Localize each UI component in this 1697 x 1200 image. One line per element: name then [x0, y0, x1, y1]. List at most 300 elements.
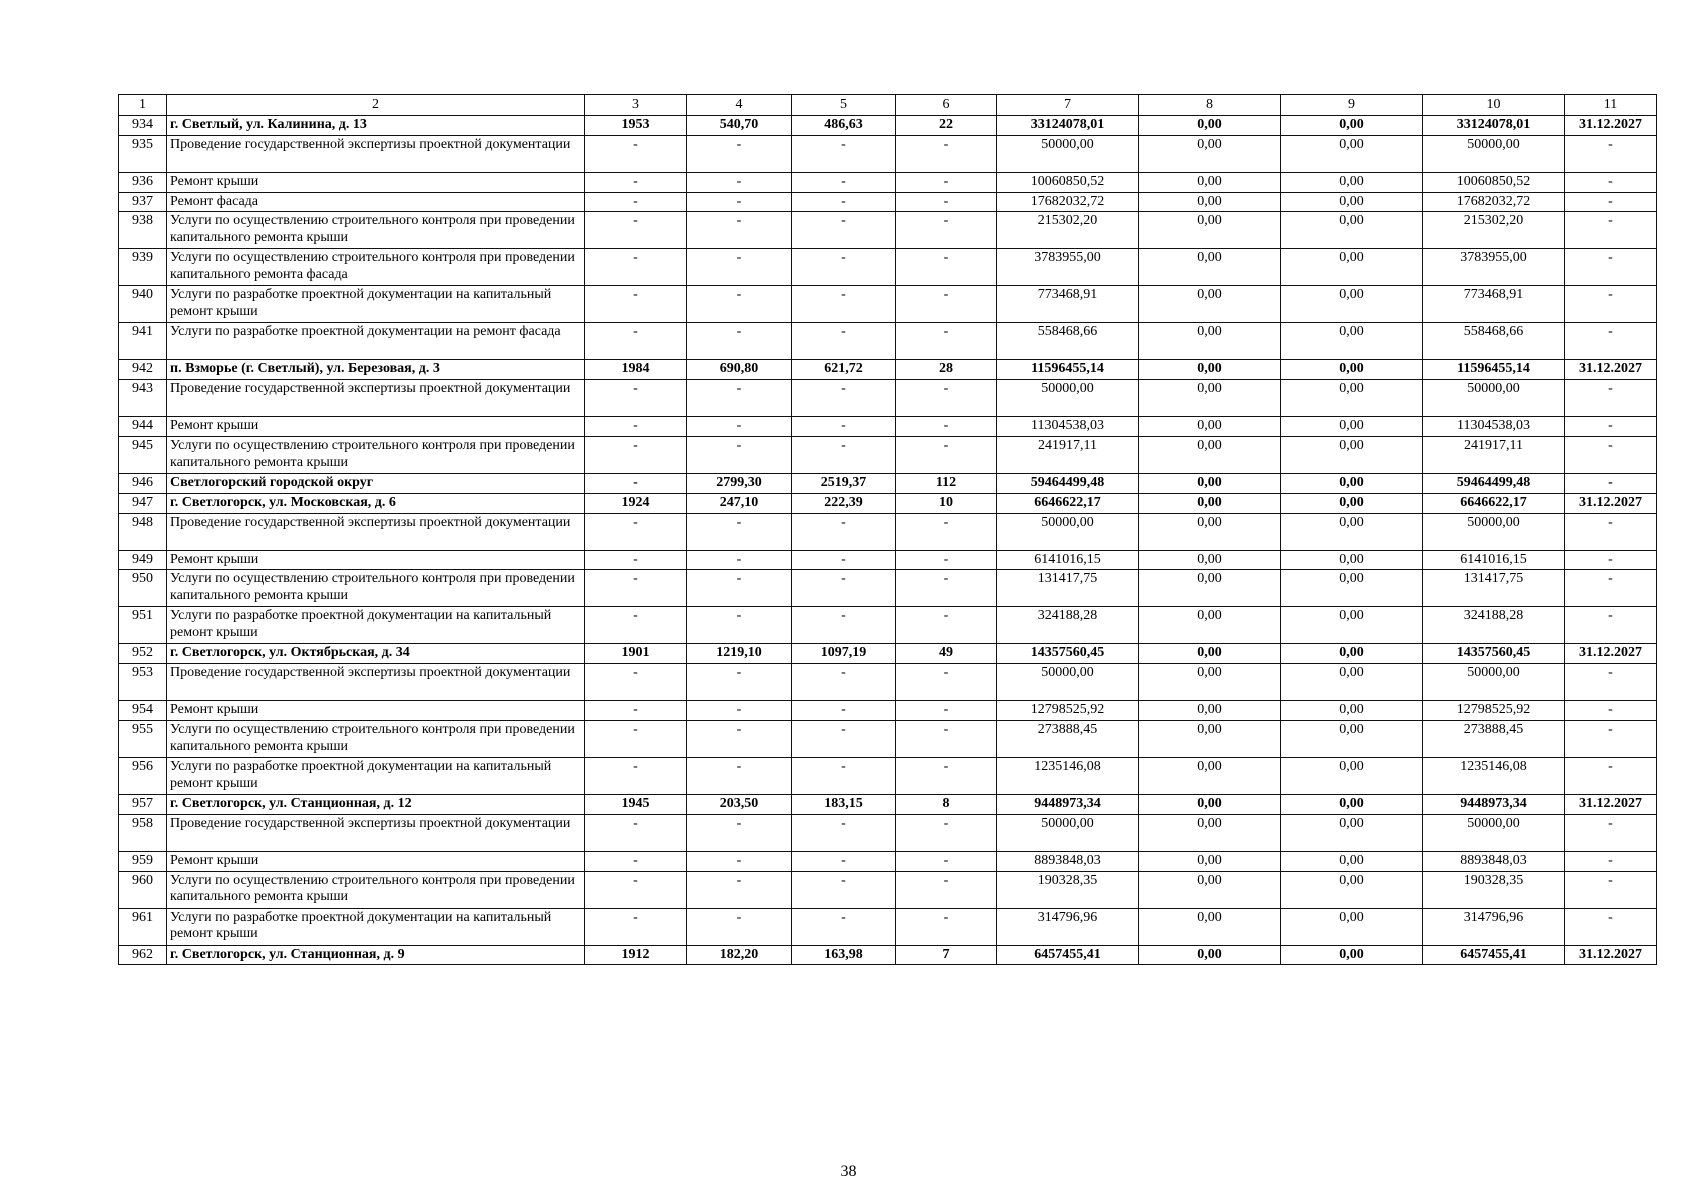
residents-cell: 7 [896, 945, 997, 965]
total-cost-cell: 558468,66 [997, 323, 1139, 360]
residents-cell: - [896, 323, 997, 360]
other-cost-cell: 0,00 [1281, 664, 1423, 701]
work-name-cell: Ремонт крыши [167, 172, 585, 192]
fund-cost-cell: 0,00 [1139, 473, 1281, 493]
table-row-address [119, 116, 1657, 136]
deadline-cell: - [1565, 473, 1657, 493]
table-row-work [119, 249, 1657, 286]
deadline-cell: - [1565, 664, 1657, 701]
table-row-work [119, 380, 1657, 417]
row-number-cell: 948 [119, 513, 167, 550]
other-cost-cell: 0,00 [1281, 644, 1423, 664]
work-name-cell: Услуги по осуществлению строительного контроля при проведении капитального ремонта крыши [167, 570, 585, 607]
table-row-work [119, 757, 1657, 794]
row-number-cell: 951 [119, 607, 167, 644]
year-cell: - [585, 513, 687, 550]
deadline-cell: - [1565, 323, 1657, 360]
column-header: 2 [167, 95, 585, 116]
other-cost-cell: 0,00 [1281, 417, 1423, 437]
deadline-cell: - [1565, 286, 1657, 323]
area-total-cell: - [687, 664, 792, 701]
other-cost-cell: 0,00 [1281, 550, 1423, 570]
area-living-cell: - [792, 550, 896, 570]
row-number-cell: 934 [119, 116, 167, 136]
area-total-cell: - [687, 323, 792, 360]
area-living-cell: - [792, 607, 896, 644]
year-cell: 1953 [585, 116, 687, 136]
table-row-work [119, 172, 1657, 192]
year-cell: - [585, 550, 687, 570]
deadline-cell: 31.12.2027 [1565, 360, 1657, 380]
budget-cost-cell: 33124078,01 [1423, 116, 1565, 136]
other-cost-cell: 0,00 [1281, 192, 1423, 212]
year-cell: - [585, 249, 687, 286]
budget-cost-cell: 314796,96 [1423, 908, 1565, 945]
area-living-cell: - [792, 720, 896, 757]
fund-cost-cell: 0,00 [1139, 116, 1281, 136]
total-cost-cell: 215302,20 [997, 212, 1139, 249]
budget-cost-cell: 50000,00 [1423, 380, 1565, 417]
year-cell: 1901 [585, 644, 687, 664]
residents-cell: - [896, 380, 997, 417]
work-name-cell: Услуги по осуществлению строительного контроля при проведении капитального ремонта крыши [167, 871, 585, 908]
budget-cost-cell: 773468,91 [1423, 286, 1565, 323]
area-total-cell: - [687, 607, 792, 644]
year-cell: - [585, 570, 687, 607]
other-cost-cell: 0,00 [1281, 871, 1423, 908]
other-cost-cell: 0,00 [1281, 720, 1423, 757]
residents-cell: - [896, 607, 997, 644]
area-total-cell: - [687, 720, 792, 757]
total-cost-cell: 773468,91 [997, 286, 1139, 323]
total-cost-cell: 50000,00 [997, 513, 1139, 550]
table-row-work [119, 550, 1657, 570]
area-total-cell: - [687, 570, 792, 607]
fund-cost-cell: 0,00 [1139, 323, 1281, 360]
residents-cell: - [896, 814, 997, 851]
budget-cost-cell: 6457455,41 [1423, 945, 1565, 965]
fund-cost-cell: 0,00 [1139, 513, 1281, 550]
deadline-cell: - [1565, 570, 1657, 607]
table-row-work [119, 323, 1657, 360]
work-name-cell: Ремонт крыши [167, 851, 585, 871]
other-cost-cell: 0,00 [1281, 794, 1423, 814]
area-living-cell: - [792, 323, 896, 360]
total-cost-cell: 14357560,45 [997, 644, 1139, 664]
work-name-cell: Услуги по осуществлению строительного контроля при проведении капитального ремонта крыши [167, 212, 585, 249]
work-name-cell: Услуги по осуществлению строительного контроля при проведении капитального ремонта фасада [167, 249, 585, 286]
work-name-cell: Ремонт крыши [167, 417, 585, 437]
budget-cost-cell: 50000,00 [1423, 135, 1565, 172]
column-header: 9 [1281, 95, 1423, 116]
work-name-cell: Услуги по разработке проектной документации на капитальный ремонт крыши [167, 286, 585, 323]
row-number-cell: 938 [119, 212, 167, 249]
other-cost-cell: 0,00 [1281, 945, 1423, 965]
table-row-work [119, 212, 1657, 249]
residents-cell: - [896, 212, 997, 249]
area-total-cell: 1219,10 [687, 644, 792, 664]
year-cell: - [585, 607, 687, 644]
fund-cost-cell: 0,00 [1139, 945, 1281, 965]
year-cell: - [585, 851, 687, 871]
area-living-cell: - [792, 380, 896, 417]
row-number-cell: 960 [119, 871, 167, 908]
other-cost-cell: 0,00 [1281, 701, 1423, 721]
budget-cost-cell: 6646622,17 [1423, 493, 1565, 513]
total-cost-cell: 12798525,92 [997, 701, 1139, 721]
budget-cost-cell: 3783955,00 [1423, 249, 1565, 286]
total-cost-cell: 314796,96 [997, 908, 1139, 945]
area-living-cell: - [792, 570, 896, 607]
fund-cost-cell: 0,00 [1139, 135, 1281, 172]
deadline-cell: - [1565, 720, 1657, 757]
deadline-cell: - [1565, 172, 1657, 192]
work-name-cell: Услуги по разработке проектной документации на капитальный ремонт крыши [167, 607, 585, 644]
total-cost-cell: 241917,11 [997, 436, 1139, 473]
budget-cost-cell: 17682032,72 [1423, 192, 1565, 212]
column-number-row [119, 95, 1657, 116]
budget-cost-cell: 9448973,34 [1423, 794, 1565, 814]
budget-cost-cell: 50000,00 [1423, 814, 1565, 851]
year-cell: - [585, 380, 687, 417]
deadline-cell: - [1565, 212, 1657, 249]
row-number-cell: 956 [119, 757, 167, 794]
work-name-cell: г. Светлогорск, ул. Станционная, д. 9 [167, 945, 585, 965]
fund-cost-cell: 0,00 [1139, 417, 1281, 437]
area-living-cell: 163,98 [792, 945, 896, 965]
area-living-cell: 486,63 [792, 116, 896, 136]
area-living-cell: - [792, 192, 896, 212]
total-cost-cell: 190328,35 [997, 871, 1139, 908]
total-cost-cell: 9448973,34 [997, 794, 1139, 814]
table-row-work [119, 286, 1657, 323]
table-row-work [119, 607, 1657, 644]
residents-cell: - [896, 192, 997, 212]
residents-cell: - [896, 851, 997, 871]
area-total-cell: - [687, 135, 792, 172]
residents-cell: - [896, 436, 997, 473]
residents-cell: - [896, 701, 997, 721]
work-name-cell: Услуги по осуществлению строительного контроля при проведении капитального ремонта крыши [167, 436, 585, 473]
table-row-address [119, 644, 1657, 664]
table-row-work [119, 135, 1657, 172]
row-number-cell: 944 [119, 417, 167, 437]
fund-cost-cell: 0,00 [1139, 871, 1281, 908]
other-cost-cell: 0,00 [1281, 360, 1423, 380]
table-row-work [119, 664, 1657, 701]
deadline-cell: - [1565, 908, 1657, 945]
column-header: 11 [1565, 95, 1657, 116]
column-header: 7 [997, 95, 1139, 116]
year-cell: - [585, 664, 687, 701]
area-total-cell: 690,80 [687, 360, 792, 380]
budget-cost-cell: 241917,11 [1423, 436, 1565, 473]
area-living-cell: - [792, 513, 896, 550]
residents-cell: - [896, 664, 997, 701]
area-total-cell: 182,20 [687, 945, 792, 965]
work-name-cell: Услуги по разработке проектной документации на капитальный ремонт крыши [167, 757, 585, 794]
year-cell: 1924 [585, 493, 687, 513]
fund-cost-cell: 0,00 [1139, 720, 1281, 757]
deadline-cell: - [1565, 757, 1657, 794]
other-cost-cell: 0,00 [1281, 513, 1423, 550]
fund-cost-cell: 0,00 [1139, 664, 1281, 701]
fund-cost-cell: 0,00 [1139, 814, 1281, 851]
other-cost-cell: 0,00 [1281, 473, 1423, 493]
area-living-cell: - [792, 436, 896, 473]
fund-cost-cell: 0,00 [1139, 360, 1281, 380]
deadline-cell: - [1565, 871, 1657, 908]
fund-cost-cell: 0,00 [1139, 607, 1281, 644]
year-cell: - [585, 417, 687, 437]
deadline-cell: - [1565, 380, 1657, 417]
row-number-cell: 947 [119, 493, 167, 513]
area-total-cell: - [687, 814, 792, 851]
total-cost-cell: 1235146,08 [997, 757, 1139, 794]
table-row-work [119, 701, 1657, 721]
area-total-cell: - [687, 701, 792, 721]
deadline-cell: - [1565, 417, 1657, 437]
budget-cost-cell: 11304538,03 [1423, 417, 1565, 437]
deadline-cell: - [1565, 701, 1657, 721]
table-row-work [119, 871, 1657, 908]
residents-cell: - [896, 417, 997, 437]
residents-cell: 112 [896, 473, 997, 493]
column-header: 3 [585, 95, 687, 116]
total-cost-cell: 11596455,14 [997, 360, 1139, 380]
total-cost-cell: 50000,00 [997, 380, 1139, 417]
budget-cost-cell: 59464499,48 [1423, 473, 1565, 493]
work-name-cell: Услуги по разработке проектной документации на ремонт фасада [167, 323, 585, 360]
total-cost-cell: 50000,00 [997, 135, 1139, 172]
other-cost-cell: 0,00 [1281, 249, 1423, 286]
residents-cell: 49 [896, 644, 997, 664]
table-row-address [119, 473, 1657, 493]
work-name-cell: Проведение государственной экспертизы проектной документации [167, 513, 585, 550]
year-cell: - [585, 908, 687, 945]
fund-cost-cell: 0,00 [1139, 436, 1281, 473]
deadline-cell: - [1565, 192, 1657, 212]
deadline-cell: - [1565, 249, 1657, 286]
area-living-cell: 1097,19 [792, 644, 896, 664]
other-cost-cell: 0,00 [1281, 172, 1423, 192]
row-number-cell: 946 [119, 473, 167, 493]
column-header: 6 [896, 95, 997, 116]
work-name-cell: Ремонт крыши [167, 701, 585, 721]
column-header: 5 [792, 95, 896, 116]
fund-cost-cell: 0,00 [1139, 249, 1281, 286]
page-number: 38 [840, 1163, 857, 1180]
other-cost-cell: 0,00 [1281, 908, 1423, 945]
other-cost-cell: 0,00 [1281, 851, 1423, 871]
fund-cost-cell: 0,00 [1139, 570, 1281, 607]
table-row-address [119, 794, 1657, 814]
residents-cell: - [896, 286, 997, 323]
residents-cell: 8 [896, 794, 997, 814]
budget-cost-cell: 1235146,08 [1423, 757, 1565, 794]
row-number-cell: 939 [119, 249, 167, 286]
budget-cost-cell: 6141016,15 [1423, 550, 1565, 570]
residents-cell: - [896, 135, 997, 172]
year-cell: - [585, 757, 687, 794]
work-name-cell: Проведение государственной экспертизы проектной документации [167, 135, 585, 172]
fund-cost-cell: 0,00 [1139, 794, 1281, 814]
work-name-cell: Ремонт фасада [167, 192, 585, 212]
fund-cost-cell: 0,00 [1139, 192, 1281, 212]
works-table [118, 94, 1657, 965]
year-cell: 1984 [585, 360, 687, 380]
total-cost-cell: 50000,00 [997, 664, 1139, 701]
area-living-cell: - [792, 417, 896, 437]
fund-cost-cell: 0,00 [1139, 286, 1281, 323]
table-row-work [119, 720, 1657, 757]
year-cell: - [585, 135, 687, 172]
area-total-cell: - [687, 513, 792, 550]
total-cost-cell: 324188,28 [997, 607, 1139, 644]
deadline-cell: - [1565, 851, 1657, 871]
area-total-cell: - [687, 172, 792, 192]
deadline-cell: - [1565, 513, 1657, 550]
other-cost-cell: 0,00 [1281, 757, 1423, 794]
table-row-work [119, 908, 1657, 945]
area-living-cell: - [792, 664, 896, 701]
area-total-cell: - [687, 550, 792, 570]
row-number-cell: 957 [119, 794, 167, 814]
area-living-cell: - [792, 172, 896, 192]
total-cost-cell: 131417,75 [997, 570, 1139, 607]
table-body [119, 95, 1657, 965]
area-total-cell: - [687, 871, 792, 908]
row-number-cell: 936 [119, 172, 167, 192]
row-number-cell: 962 [119, 945, 167, 965]
column-header: 10 [1423, 95, 1565, 116]
residents-cell: 28 [896, 360, 997, 380]
table-row-address [119, 945, 1657, 965]
fund-cost-cell: 0,00 [1139, 757, 1281, 794]
other-cost-cell: 0,00 [1281, 323, 1423, 360]
other-cost-cell: 0,00 [1281, 607, 1423, 644]
total-cost-cell: 10060850,52 [997, 172, 1139, 192]
area-living-cell: 2519,37 [792, 473, 896, 493]
budget-cost-cell: 11596455,14 [1423, 360, 1565, 380]
budget-cost-cell: 50000,00 [1423, 513, 1565, 550]
deadline-cell: - [1565, 814, 1657, 851]
area-total-cell: - [687, 212, 792, 249]
other-cost-cell: 0,00 [1281, 570, 1423, 607]
residents-cell: 10 [896, 493, 997, 513]
row-number-cell: 949 [119, 550, 167, 570]
area-total-cell: - [687, 286, 792, 323]
area-living-cell: - [792, 871, 896, 908]
residents-cell: - [896, 908, 997, 945]
fund-cost-cell: 0,00 [1139, 172, 1281, 192]
area-total-cell: - [687, 908, 792, 945]
work-name-cell: Ремонт крыши [167, 550, 585, 570]
budget-cost-cell: 190328,35 [1423, 871, 1565, 908]
area-total-cell: 540,70 [687, 116, 792, 136]
deadline-cell: 31.12.2027 [1565, 945, 1657, 965]
area-total-cell: 203,50 [687, 794, 792, 814]
residents-cell: - [896, 871, 997, 908]
row-number-cell: 952 [119, 644, 167, 664]
year-cell: - [585, 192, 687, 212]
total-cost-cell: 6457455,41 [997, 945, 1139, 965]
budget-cost-cell: 50000,00 [1423, 664, 1565, 701]
budget-cost-cell: 10060850,52 [1423, 172, 1565, 192]
fund-cost-cell: 0,00 [1139, 701, 1281, 721]
row-number-cell: 941 [119, 323, 167, 360]
area-total-cell: - [687, 851, 792, 871]
work-name-cell: Проведение государственной экспертизы проектной документации [167, 664, 585, 701]
fund-cost-cell: 0,00 [1139, 550, 1281, 570]
area-total-cell: 247,10 [687, 493, 792, 513]
row-number-cell: 935 [119, 135, 167, 172]
other-cost-cell: 0,00 [1281, 493, 1423, 513]
area-living-cell: - [792, 814, 896, 851]
row-number-cell: 953 [119, 664, 167, 701]
table-row-address [119, 360, 1657, 380]
deadline-cell: - [1565, 607, 1657, 644]
year-cell: - [585, 871, 687, 908]
budget-cost-cell: 324188,28 [1423, 607, 1565, 644]
row-number-cell: 943 [119, 380, 167, 417]
table-row-address [119, 493, 1657, 513]
other-cost-cell: 0,00 [1281, 436, 1423, 473]
row-number-cell: 961 [119, 908, 167, 945]
residents-cell: - [896, 249, 997, 286]
year-cell: - [585, 701, 687, 721]
total-cost-cell: 6141016,15 [997, 550, 1139, 570]
budget-cost-cell: 14357560,45 [1423, 644, 1565, 664]
residents-cell: - [896, 172, 997, 192]
row-number-cell: 940 [119, 286, 167, 323]
fund-cost-cell: 0,00 [1139, 380, 1281, 417]
budget-cost-cell: 215302,20 [1423, 212, 1565, 249]
area-total-cell: - [687, 380, 792, 417]
row-number-cell: 955 [119, 720, 167, 757]
other-cost-cell: 0,00 [1281, 286, 1423, 323]
residents-cell: - [896, 757, 997, 794]
row-number-cell: 950 [119, 570, 167, 607]
year-cell: - [585, 323, 687, 360]
deadline-cell: 31.12.2027 [1565, 794, 1657, 814]
area-living-cell: - [792, 701, 896, 721]
area-living-cell: - [792, 135, 896, 172]
area-living-cell: 183,15 [792, 794, 896, 814]
deadline-cell: - [1565, 436, 1657, 473]
residents-cell: - [896, 513, 997, 550]
area-living-cell: - [792, 908, 896, 945]
total-cost-cell: 50000,00 [997, 814, 1139, 851]
residents-cell: 22 [896, 116, 997, 136]
deadline-cell: - [1565, 550, 1657, 570]
row-number-cell: 945 [119, 436, 167, 473]
fund-cost-cell: 0,00 [1139, 908, 1281, 945]
work-name-cell: г. Светлогорск, ул. Октябрьская, д. 34 [167, 644, 585, 664]
table-row-work [119, 570, 1657, 607]
deadline-cell: 31.12.2027 [1565, 644, 1657, 664]
area-living-cell: - [792, 851, 896, 871]
other-cost-cell: 0,00 [1281, 380, 1423, 417]
area-living-cell: - [792, 249, 896, 286]
residents-cell: - [896, 570, 997, 607]
year-cell: - [585, 814, 687, 851]
budget-cost-cell: 131417,75 [1423, 570, 1565, 607]
total-cost-cell: 8893848,03 [997, 851, 1139, 871]
work-name-cell: г. Светлогорск, ул. Московская, д. 6 [167, 493, 585, 513]
other-cost-cell: 0,00 [1281, 116, 1423, 136]
year-cell: - [585, 172, 687, 192]
